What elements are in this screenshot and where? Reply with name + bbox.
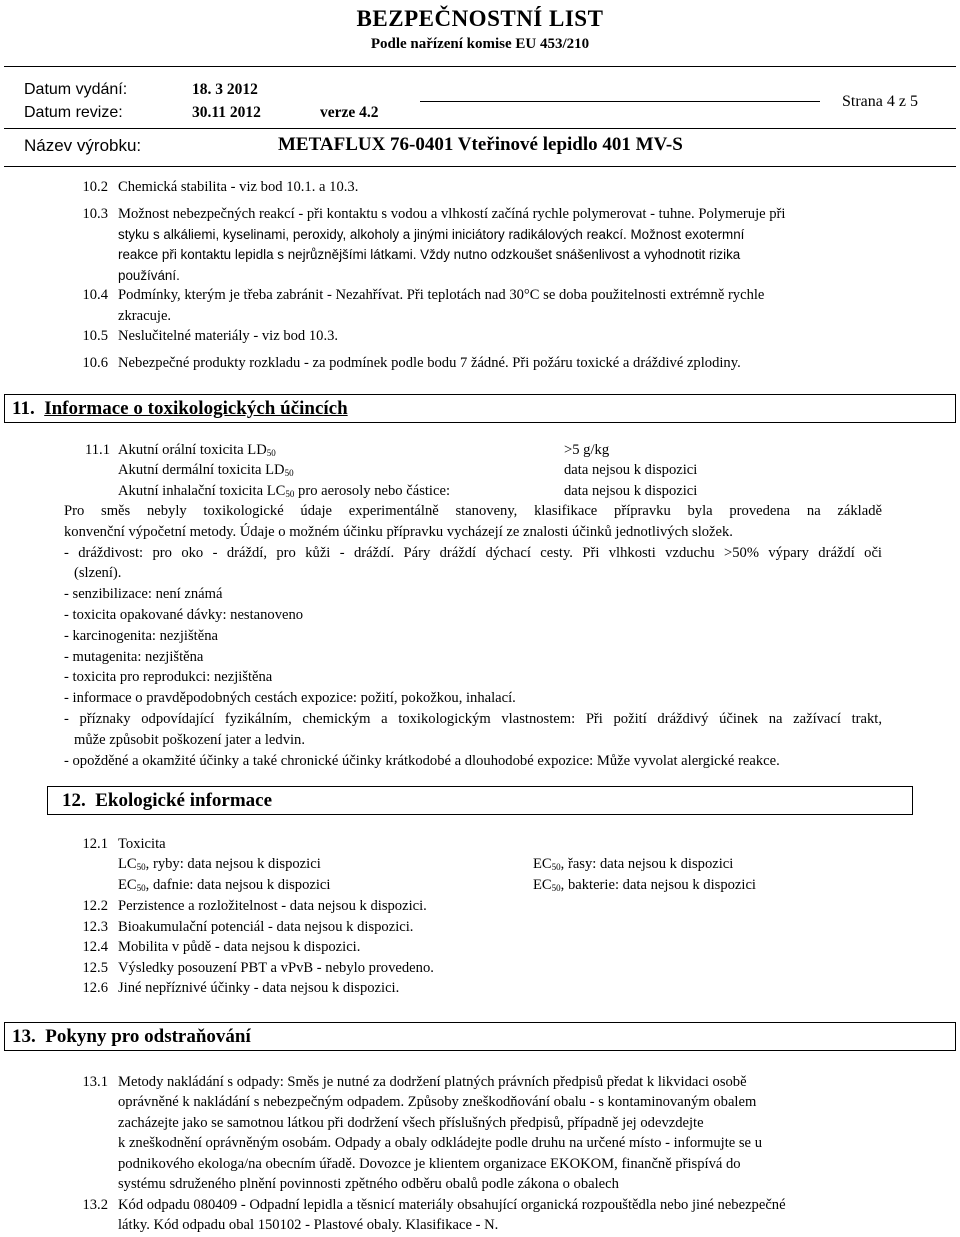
header-rule bbox=[420, 101, 820, 102]
product-label: Název výrobku: bbox=[24, 136, 142, 155]
toxicity-label-text: Akutní orální toxicita LD bbox=[118, 442, 267, 458]
body-line: (slzení). bbox=[74, 565, 122, 582]
toxicity-value: data nejsou k dispozici bbox=[564, 462, 698, 478]
header-divider-2 bbox=[4, 128, 956, 129]
eco-left-suffix: , ryby: data nejsou k dispozici bbox=[145, 856, 321, 872]
document-subtitle: Podle nařízení komise EU 453/210 bbox=[370, 36, 590, 52]
toxicity-label bbox=[118, 462, 294, 479]
header-divider bbox=[4, 66, 956, 67]
body-line: - karcinogenita: nezjištěna bbox=[64, 627, 218, 644]
eco-right-suffix: , bakterie: data nejsou k dispozici bbox=[560, 877, 756, 893]
item-number: 10.5 bbox=[82, 328, 108, 344]
revision-date-label: Datum revize: bbox=[24, 104, 123, 121]
eco-right bbox=[533, 877, 756, 894]
eco-left bbox=[118, 877, 330, 894]
item-text-line: reakce při kontaktu lepidla s nejrůznějšími látkami. Vždy nutno odzkoušet snášenlivost a vyhodnotit rizika bbox=[118, 247, 741, 262]
item-number-11-1: 11.1 bbox=[85, 442, 110, 458]
eco-left bbox=[118, 856, 321, 873]
body-line: - mutagenita: nezjištěna bbox=[64, 648, 204, 665]
page-number: Strana 4 z 5 bbox=[842, 93, 918, 110]
eco-left-subscript: 50 bbox=[136, 862, 146, 872]
item-number: 10.6 bbox=[82, 355, 108, 371]
section-13-number: 13. bbox=[12, 1026, 36, 1047]
toxicity-label bbox=[118, 483, 450, 500]
item-text-line: používání. bbox=[118, 267, 180, 283]
item-number: 13.2 bbox=[82, 1197, 108, 1213]
eco-right-subscript: 50 bbox=[551, 883, 561, 893]
header-bottom-line bbox=[4, 166, 956, 167]
item-text-line: Možnost nebezpečných reakcí - při kontaktu s vodou a vlhkostí začíná rychle polymerovat - tuhne. Polymeruje při bbox=[118, 206, 786, 222]
item-number: 12.5 bbox=[82, 959, 108, 976]
item-text-line: zacházejte jako se samotnou látkou při dodržení všech příslušných předpisů, případně jej odevzdejte bbox=[118, 1114, 704, 1131]
item-text-line: styku s alkáliemi, kyselinami, peroxidy, alkoholy a jinými iniciátory radikálových reakcí. Možnost exotermní bbox=[118, 226, 745, 242]
item-text: Bioakumulační potenciál - data nejsou k dispozici. bbox=[118, 918, 414, 935]
eco-right-text: EC bbox=[533, 856, 552, 872]
issue-date-value: 18. 3 2012 bbox=[192, 81, 258, 98]
body-line: konvenční výpočetní metody. Údaje o možném účinku přípravku vycházejí ze znalosti účinků jednotlivých složek. bbox=[64, 523, 733, 540]
toxicity-label-subscript: 50 bbox=[285, 489, 295, 499]
revision-date-value: 30.11 2012 bbox=[192, 104, 261, 121]
toxicity-label bbox=[118, 442, 276, 459]
eco-left-text: LC bbox=[118, 856, 137, 872]
eco-right bbox=[533, 856, 733, 873]
toxicity-value: data nejsou k dispozici bbox=[564, 483, 698, 499]
item-text-line: Neslučitelné materiály - viz bod 10.3. bbox=[118, 328, 339, 344]
body-line: - toxicita opakované dávky: nestanoveno bbox=[64, 607, 304, 623]
section-13-heading bbox=[12, 1026, 251, 1048]
section-11-heading bbox=[12, 398, 348, 420]
item-text-line: systému sdruženého plnění povinnosti zpětného odběru obalů podle zákona o obalech bbox=[118, 1176, 619, 1192]
item-text-line: Metody nakládání s odpady: Směs je nutné za dodržení platných právních předpisů předat k likvidaci osobě bbox=[118, 1074, 747, 1090]
body-line: může způsobit poškození jater a ledvin. bbox=[74, 731, 305, 748]
item-number: 10.4 bbox=[82, 287, 108, 303]
item-text: Jiné nepříznivé účinky - data nejsou k dispozici. bbox=[118, 980, 400, 997]
version: verze 4.2 bbox=[320, 104, 379, 121]
item-text-line: Podmínky, kterým je třeba zabránit - Nezahřívat. Při teplotách nad 30°C se doba použitelnosti extrémně rychle bbox=[118, 287, 765, 303]
body-line: Pro směs nebyly toxikologické údaje experimentálně stanoveny, klasifikace přípravku byla provedena na základě bbox=[64, 503, 882, 519]
item-text: Mobilita v půdě - data nejsou k dispozici. bbox=[118, 939, 361, 956]
document-title: BEZPEČNOSTNÍ LIST bbox=[356, 6, 604, 31]
item-number: 10.2 bbox=[82, 179, 108, 195]
section-13-title: Pokyny pro odstraňování bbox=[45, 1026, 251, 1047]
item-number: 12.6 bbox=[82, 980, 108, 997]
toxicity-label-subscript: 50 bbox=[284, 468, 294, 478]
toxicity-label-suffix: pro aerosoly nebo částice: bbox=[294, 483, 450, 499]
body-line: - informace o pravděpodobných cestách expozice: požití, pokožkou, inhalací. bbox=[64, 690, 516, 707]
body-line: - senzibilizace: není známá bbox=[64, 586, 223, 603]
item-text-line: látky. Kód odpadu obal 150102 - Plastové obaly. Klasifikace - N. bbox=[118, 1217, 499, 1234]
item-number: 13.1 bbox=[82, 1074, 108, 1090]
issue-date-label: Datum vydání: bbox=[24, 81, 128, 98]
body-line: - opožděné a okamžité účinky a také chronické účinky krátkodobé a dlouhodobé expozice: Může vyvolat alergické reakce. bbox=[64, 752, 780, 769]
toxicity-label-text: Akutní dermální toxicita LD bbox=[118, 462, 285, 478]
section-12-heading bbox=[62, 790, 272, 812]
item-text-line: Nebezpečné produkty rozkladu - za podmínek podle bodu 7 žádné. Při požáru toxické a dráždivé zplodiny. bbox=[118, 355, 741, 371]
body-line: - toxicita pro reprodukci: nezjištěna bbox=[64, 669, 273, 686]
toxicity-label-subscript: 50 bbox=[266, 448, 276, 458]
item-text: Perzistence a rozložitelnost - data nejsou k dispozici. bbox=[118, 898, 427, 914]
eco-right-subscript: 50 bbox=[551, 862, 561, 872]
item-text: Toxicita bbox=[118, 836, 166, 852]
item-text-line: k zneškodnění oprávněným osobám. Odpady a obaly odkládejte podle druhu na určené místo - informujte se u bbox=[118, 1135, 762, 1152]
section-11-number: 11. bbox=[12, 398, 35, 419]
toxicity-label-text: Akutní inhalační toxicita LC bbox=[118, 483, 286, 499]
item-text-line: zkracuje. bbox=[118, 307, 172, 324]
toxicity-value: >5 g/kg bbox=[564, 442, 610, 458]
item-text-line: oprávněné k nakládání s nebezpečným odpadem. Způsoby zneškodňování obalu - s kontaminovaným obalem bbox=[118, 1094, 757, 1111]
section-11-title: Informace o toxikologických účincích bbox=[44, 398, 348, 419]
eco-left-subscript: 50 bbox=[136, 883, 146, 893]
eco-left-text: EC bbox=[118, 877, 137, 893]
item-number: 12.4 bbox=[82, 939, 108, 956]
section-12-title: Ekologické informace bbox=[95, 790, 273, 811]
eco-right-text: EC bbox=[533, 877, 552, 893]
item-text: Výsledky posouzení PBT a vPvB - nebylo provedeno. bbox=[118, 959, 434, 976]
item-text-line: podnikového ekologa/na obecním úřadě. Dovozce je klientem organizace EKOKOM, finančně přispívá do bbox=[118, 1155, 741, 1172]
body-line: - příznaky odpovídající fyzikálním, chemickým a toxikologickým vlastnostem: Při požití dráždivý účinek na zažívací trakt, bbox=[64, 711, 882, 727]
body-line: - dráždivost: pro oko - dráždí, pro kůži - dráždí. Páry dráždí dýchací cesty. Při vlhkosti vzduchu >50% výpary dráždí oči bbox=[64, 544, 882, 561]
item-text-line: Kód odpadu 080409 - Odpadní lepidla a těsnicí materiály obsahující organická rozpouštědla nebo jiné nebezpečné bbox=[118, 1197, 786, 1213]
item-number: 12.3 bbox=[82, 918, 108, 935]
item-text-line: Chemická stabilita - viz bod 10.1. a 10.3. bbox=[118, 179, 359, 195]
eco-right-suffix: , řasy: data nejsou k dispozici bbox=[560, 856, 734, 872]
item-number: 12.2 bbox=[82, 898, 108, 914]
item-number: 12.1 bbox=[82, 836, 108, 852]
eco-left-suffix: , dafnie: data nejsou k dispozici bbox=[145, 877, 331, 893]
product-name: METAFLUX 76-0401 Vteřinové lepidlo 401 MV-S bbox=[278, 134, 683, 155]
section-12-number: 12. bbox=[62, 790, 86, 811]
item-number: 10.3 bbox=[82, 206, 108, 222]
